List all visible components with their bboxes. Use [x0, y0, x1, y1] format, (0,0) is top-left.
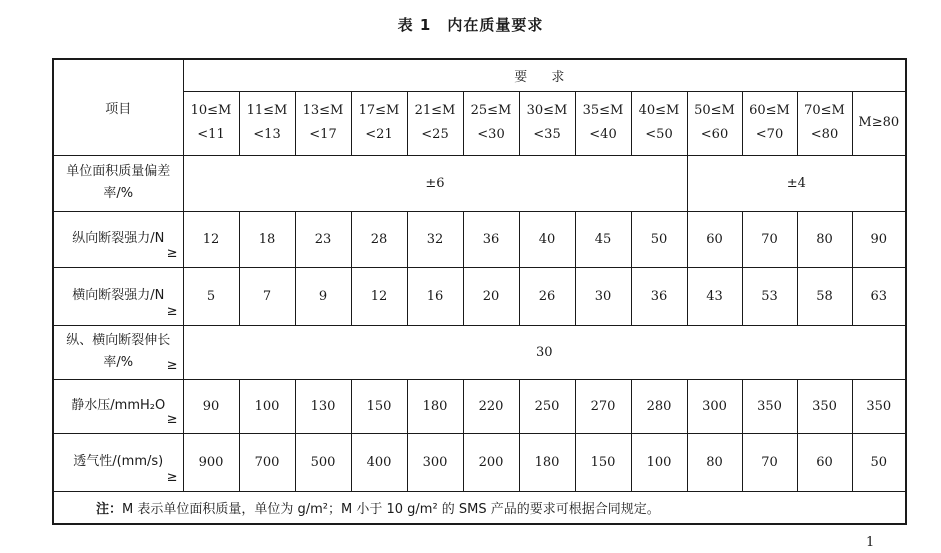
table-row: [53, 325, 906, 379]
table-cell: 30: [575, 267, 631, 325]
table-cell: 350: [742, 379, 797, 433]
quality-requirements-table: [52, 58, 907, 525]
mass-range-header: 50≤M <60: [687, 91, 742, 155]
table-cell: 270: [575, 379, 631, 433]
row-label: 横向断裂强力/N ≥: [53, 267, 183, 325]
table-cell: 350: [852, 379, 906, 433]
row-label: 静水压/mmH₂O ≥: [53, 379, 183, 433]
table-cell: 12: [183, 211, 239, 267]
table-cell: 30: [183, 325, 906, 379]
table-cell: 130: [295, 379, 351, 433]
table-cell: 23: [295, 211, 351, 267]
table-cell: 80: [687, 433, 742, 491]
table-cell: 180: [519, 433, 575, 491]
table-row: [53, 433, 906, 491]
table-cell: 45: [575, 211, 631, 267]
page-number: 1: [866, 535, 875, 550]
table-cell: 180: [407, 379, 463, 433]
table-cell: 70: [742, 211, 797, 267]
table-row: [53, 267, 906, 325]
row-label: 透气性/(mm/s) ≥: [53, 433, 183, 491]
table-cell: 58: [797, 267, 852, 325]
table-cell: 700: [239, 433, 295, 491]
table-cell: ±4: [687, 155, 906, 211]
table-cell: 12: [351, 267, 407, 325]
table-cell: 36: [631, 267, 687, 325]
table-cell: 220: [463, 379, 519, 433]
table-cell: 53: [742, 267, 797, 325]
table-cell: 7: [239, 267, 295, 325]
table-cell: 16: [407, 267, 463, 325]
table-cell: 20: [463, 267, 519, 325]
table-cell: 150: [351, 379, 407, 433]
table-title: 表 1 内在质量要求: [397, 16, 544, 34]
table-cell: 350: [797, 379, 852, 433]
table-note: 注：M 表示单位面积质量，单位为 g/m²；M 小于 10 g/m² 的 SMS 产品的要求可根据合同规定。: [53, 491, 906, 524]
mass-range-header: 25≤M <30: [463, 91, 519, 155]
table-cell: 90: [183, 379, 239, 433]
table-cell: ±6: [183, 155, 687, 211]
table-cell: 32: [407, 211, 463, 267]
table-cell: 900: [183, 433, 239, 491]
mass-range-header: 40≤M <50: [631, 91, 687, 155]
note-row: [53, 491, 906, 524]
table-cell: 100: [239, 379, 295, 433]
table-cell: 50: [631, 211, 687, 267]
mass-range-header: 30≤M <35: [519, 91, 575, 155]
item-header: 项目: [53, 59, 183, 155]
table-cell: 100: [631, 433, 687, 491]
table-cell: 500: [295, 433, 351, 491]
table-cell: 9: [295, 267, 351, 325]
requirement-header: 要 求: [183, 59, 906, 91]
table-cell: 36: [463, 211, 519, 267]
table-cell: 250: [519, 379, 575, 433]
mass-range-header: 60≤M <70: [742, 91, 797, 155]
mass-range-header: 70≤M <80: [797, 91, 852, 155]
table-cell: 43: [687, 267, 742, 325]
mass-range-header: 35≤M <40: [575, 91, 631, 155]
table-cell: 5: [183, 267, 239, 325]
mass-range-header: 13≤M <17: [295, 91, 351, 155]
mass-range-header: 11≤M <13: [239, 91, 295, 155]
table-cell: 300: [407, 433, 463, 491]
mass-range-header: 10≤M <11: [183, 91, 239, 155]
table-cell: 300: [687, 379, 742, 433]
table-cell: 60: [797, 433, 852, 491]
table-cell: 63: [852, 267, 906, 325]
table-row: [53, 211, 906, 267]
table-cell: 280: [631, 379, 687, 433]
table-cell: 28: [351, 211, 407, 267]
row-label: 纵向断裂强力/N ≥: [53, 211, 183, 267]
mass-range-header: 17≤M <21: [351, 91, 407, 155]
mass-range-header: M≥80: [852, 91, 906, 155]
row-label: 纵、横向断裂伸长率/% ≥: [53, 325, 183, 379]
table-cell: 200: [463, 433, 519, 491]
row-label: 单位面积质量偏差率/%: [53, 155, 183, 211]
mass-range-header: 21≤M <25: [407, 91, 463, 155]
table-cell: 150: [575, 433, 631, 491]
table-cell: 18: [239, 211, 295, 267]
table-row: [53, 379, 906, 433]
table-cell: 90: [852, 211, 906, 267]
table-cell: 80: [797, 211, 852, 267]
table-cell: 60: [687, 211, 742, 267]
table-cell: 70: [742, 433, 797, 491]
table-cell: 400: [351, 433, 407, 491]
table-row: [53, 155, 906, 211]
table-cell: 50: [852, 433, 906, 491]
table-cell: 26: [519, 267, 575, 325]
table-cell: 40: [519, 211, 575, 267]
